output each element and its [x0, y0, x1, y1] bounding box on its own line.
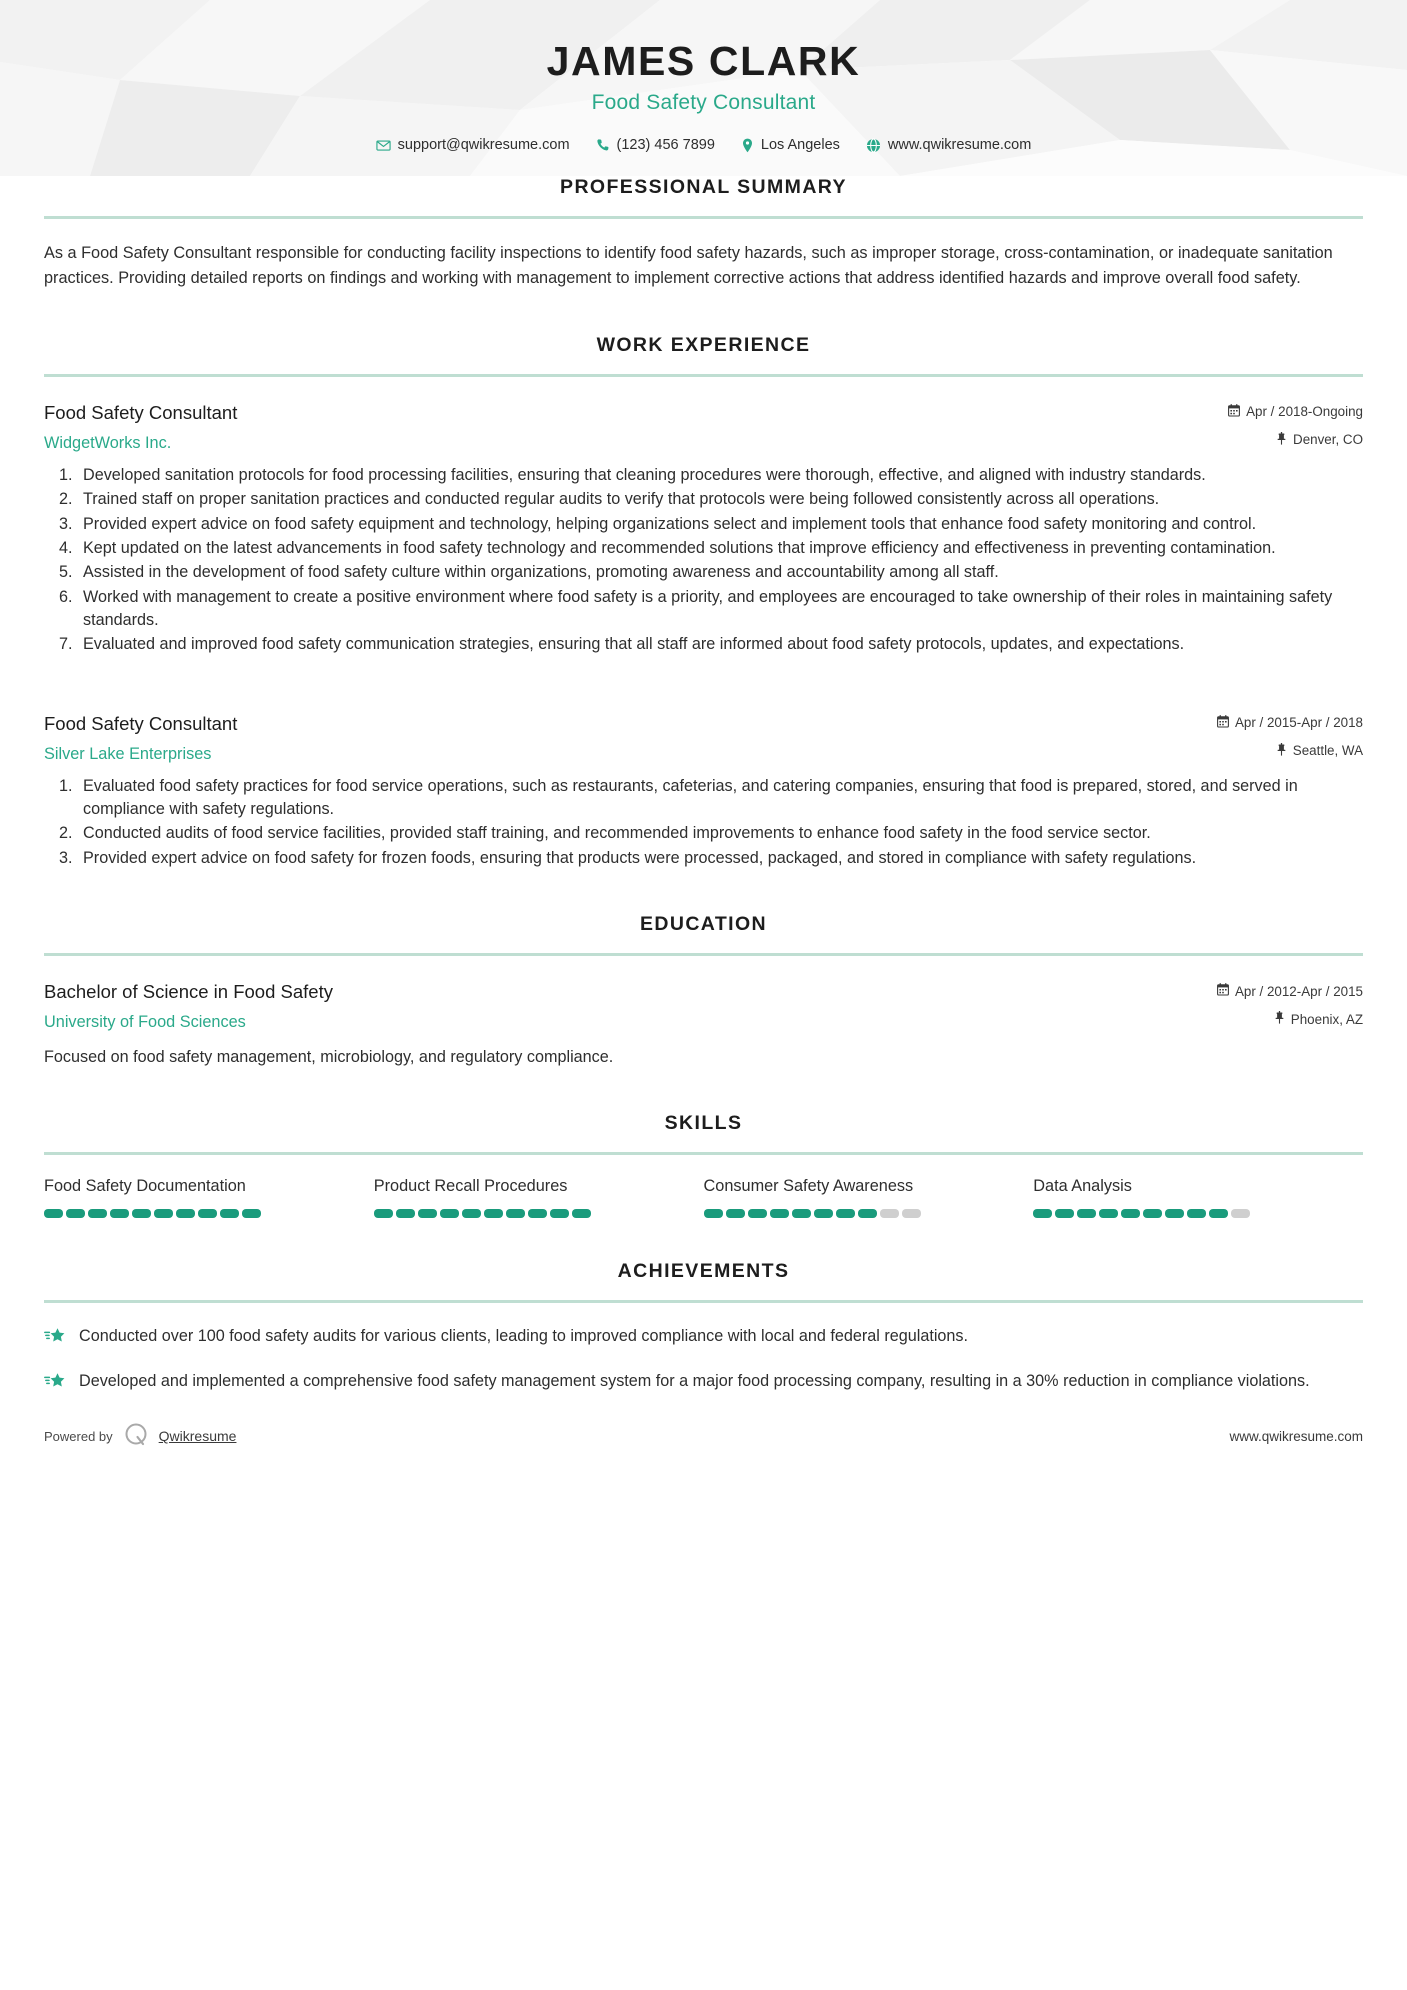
skill-segment — [1209, 1209, 1228, 1218]
work-location — [1217, 743, 1363, 759]
skill-segment — [902, 1209, 921, 1218]
skill-segment — [88, 1209, 107, 1218]
skill-segment — [704, 1209, 723, 1218]
education-dates — [1217, 983, 1363, 999]
contact-website[interactable] — [853, 137, 1044, 153]
page-footer — [44, 1421, 1363, 1482]
list-item: 3. Provided expert advice on food safety for frozen foods, ensuring that products were processed, packaged, and stored in compliance with safety regulations. — [77, 847, 1363, 870]
skill-level-meter — [374, 1209, 664, 1218]
calendar-icon — [1217, 983, 1229, 999]
work-heading: WORK EXPERIENCE — [596, 333, 811, 356]
section-divider — [44, 1152, 1363, 1155]
skill-segment — [418, 1209, 437, 1218]
skill-segment — [748, 1209, 767, 1218]
work-role: Food Safety Consultant — [44, 401, 238, 423]
work-dates-label: Apr / 2015-Apr / 2018 — [1234, 715, 1363, 731]
resume-header — [0, 0, 1407, 176]
education-degree: Bachelor of Science in Food Safety — [44, 981, 333, 1003]
list-item — [44, 1370, 1363, 1397]
skill-segment — [132, 1209, 151, 1218]
skill-segment — [550, 1209, 569, 1218]
contact-location[interactable] — [728, 137, 853, 153]
skill-segment — [110, 1209, 129, 1218]
work-dates — [1217, 715, 1363, 731]
education-dates-label: Apr / 2012-Apr / 2015 — [1234, 983, 1363, 999]
work-role: Food Safety Consultant — [44, 712, 238, 734]
contact-website-label: www.qwikresume.com — [887, 137, 1032, 154]
work-dates-label: Apr / 2018-Ongoing — [1246, 404, 1363, 420]
work-location-label: Denver, CO — [1293, 432, 1363, 448]
skill-item — [374, 1177, 704, 1218]
skill-segment — [572, 1209, 591, 1218]
skill-segment — [198, 1209, 217, 1218]
globe-icon — [866, 138, 881, 153]
skill-segment — [1055, 1209, 1074, 1218]
section-divider — [44, 216, 1363, 219]
skill-segment — [1165, 1209, 1184, 1218]
skill-segment — [1099, 1209, 1118, 1218]
achievement-text: Developed and implemented a comprehensive food safety management system for a major food processing company, resulting in a 30% reduction in compliance violations. — [79, 1371, 1310, 1390]
skill-segment — [44, 1209, 63, 1218]
envelope-icon — [376, 138, 391, 153]
footer-website: www.qwikresume.com — [1229, 1428, 1363, 1444]
skill-segment — [462, 1209, 481, 1218]
section-achievements — [44, 1260, 1363, 1397]
contact-location-label: Los Angeles — [760, 137, 840, 154]
list-item: 2. Trained staff on proper sanitation practices and conducted regular audits to verify that protocols were being followed consistently across all operations. — [77, 488, 1363, 511]
education-location — [1217, 1011, 1363, 1027]
phone-icon — [596, 138, 610, 152]
skill-segment — [1231, 1209, 1250, 1218]
education-location-label: Phoenix, AZ — [1290, 1011, 1363, 1027]
skill-segment — [1187, 1209, 1206, 1218]
contact-email-label: support@qwikresume.com — [397, 137, 570, 154]
calendar-icon — [1217, 715, 1229, 731]
section-skills — [44, 1112, 1363, 1218]
skill-label: Product Recall Procedures — [373, 1176, 568, 1195]
section-divider — [44, 1300, 1363, 1303]
skill-segment — [176, 1209, 195, 1218]
section-work-experience — [44, 334, 1363, 870]
work-bullets — [44, 464, 1363, 657]
work-organization[interactable]: WidgetWorks Inc. — [44, 433, 172, 452]
skill-segment — [770, 1209, 789, 1218]
skill-segment — [880, 1209, 899, 1218]
skill-segment — [484, 1209, 503, 1218]
skill-segment — [814, 1209, 833, 1218]
skill-segment — [396, 1209, 415, 1218]
shooting-star-icon — [44, 1325, 66, 1352]
section-professional-summary — [44, 176, 1363, 292]
skill-segment — [726, 1209, 745, 1218]
skill-segment — [374, 1209, 393, 1218]
skill-segment — [154, 1209, 173, 1218]
skill-label: Food Safety Documentation — [44, 1176, 246, 1195]
contact-phone-label: (123) 456 7899 — [616, 137, 715, 154]
powered-by-label: Powered by — [44, 1428, 113, 1444]
skill-segment — [792, 1209, 811, 1218]
skill-segment — [836, 1209, 855, 1218]
skill-level-meter — [1033, 1209, 1323, 1218]
work-bullets — [44, 775, 1363, 870]
achievements-list — [44, 1325, 1363, 1397]
achievements-heading: ACHIEVEMENTS — [617, 1259, 790, 1282]
list-item: 1. Developed sanitation protocols for food processing facilities, ensuring that cleaning procedures were thorough, effective, and aligned with industry standards. — [77, 464, 1363, 487]
skill-label: Data Analysis — [1033, 1176, 1132, 1195]
section-divider — [44, 953, 1363, 956]
work-entry — [44, 401, 1363, 657]
contact-bar — [0, 137, 1407, 153]
skill-segment — [1121, 1209, 1140, 1218]
work-organization[interactable]: Silver Lake Enterprises — [44, 744, 212, 763]
skill-segment — [858, 1209, 877, 1218]
skill-item — [1033, 1177, 1363, 1218]
education-entry — [44, 980, 1363, 1070]
skill-segment — [242, 1209, 261, 1218]
skill-level-meter — [44, 1209, 334, 1218]
skill-segment — [1033, 1209, 1052, 1218]
skill-segment — [220, 1209, 239, 1218]
education-heading: EDUCATION — [639, 913, 768, 936]
skill-segment — [440, 1209, 459, 1218]
skill-item — [704, 1177, 1034, 1218]
list-item — [44, 1325, 1363, 1352]
skills-grid — [44, 1177, 1363, 1218]
work-entry — [44, 712, 1363, 870]
skill-segment — [506, 1209, 525, 1218]
pushpin-icon — [1276, 743, 1287, 759]
list-item: 2. Conducted audits of food service facilities, provided staff training, and recommended improvements to enhance food safety in the food service sector. — [77, 822, 1363, 845]
shooting-star-icon — [44, 1370, 66, 1397]
contact-email[interactable] — [363, 137, 583, 153]
summary-text: As a Food Safety Consultant responsible for conducting facility inspections to identify food safety hazards, such as improper storage, cross-contamination, or inadequate sanitation practices. Providing detailed reports on findings and working with management to implement corrective actions that address identified hazards and improve overall food safety. — [44, 244, 1333, 288]
skills-heading: SKILLS — [664, 1111, 743, 1134]
education-note: Focused on food safety management, microbiology, and regulatory compliance. — [44, 1048, 614, 1067]
achievement-text: Conducted over 100 food safety audits for various clients, leading to improved compliance with local and federal regulations. — [79, 1326, 969, 1345]
pushpin-icon — [1274, 1011, 1285, 1027]
work-location-label: Seattle, WA — [1292, 743, 1363, 759]
page-title: JAMES CLARK — [546, 38, 861, 84]
skill-segment — [66, 1209, 85, 1218]
section-divider — [44, 374, 1363, 377]
work-location — [1228, 432, 1363, 448]
qwikresume-logo-icon — [122, 1421, 150, 1452]
list-item: 7. Evaluated and improved food safety communication strategies, ensuring that all staff are informed about food safety protocols, updates, and expectations. — [77, 633, 1363, 656]
calendar-icon — [1228, 404, 1240, 420]
work-dates — [1228, 404, 1363, 420]
list-item: 5. Assisted in the development of food safety culture within organizations, promoting awareness and accountability among all staff. — [77, 561, 1363, 584]
skill-segment — [528, 1209, 547, 1218]
education-school[interactable]: University of Food Sciences — [44, 1013, 246, 1032]
summary-heading: PROFESSIONAL SUMMARY — [560, 176, 847, 198]
section-education — [44, 913, 1363, 1070]
pushpin-icon — [1276, 432, 1287, 448]
map-pin-icon — [741, 138, 754, 153]
list-item: 1. Evaluated food safety practices for food service operations, such as restaurants, cafeterias, and catering companies, ensuring that food is prepared, stored, and served in compliance with safety regulations. — [77, 775, 1363, 822]
job-title: Food Safety Consultant — [591, 91, 816, 115]
qwikresume-link[interactable]: Qwikresume — [158, 1428, 237, 1445]
list-item: 3. Provided expert advice on food safety equipment and technology, helping organizations select and implement tools that enhance food safety monitoring and control. — [77, 513, 1363, 536]
contact-phone[interactable] — [583, 137, 728, 153]
skill-segment — [1143, 1209, 1162, 1218]
list-item: 6. Worked with management to create a positive environment where food safety is a priority, and employees are encouraged to take ownership of their roles in maintaining safety standards. — [77, 586, 1363, 633]
skill-item — [44, 1177, 374, 1218]
list-item: 4. Kept updated on the latest advancements in food safety technology and recommended solutions that improve efficiency and effectiveness in preventing contamination. — [77, 537, 1363, 560]
skill-segment — [1077, 1209, 1096, 1218]
skill-label: Consumer Safety Awareness — [703, 1176, 914, 1195]
skill-level-meter — [704, 1209, 994, 1218]
